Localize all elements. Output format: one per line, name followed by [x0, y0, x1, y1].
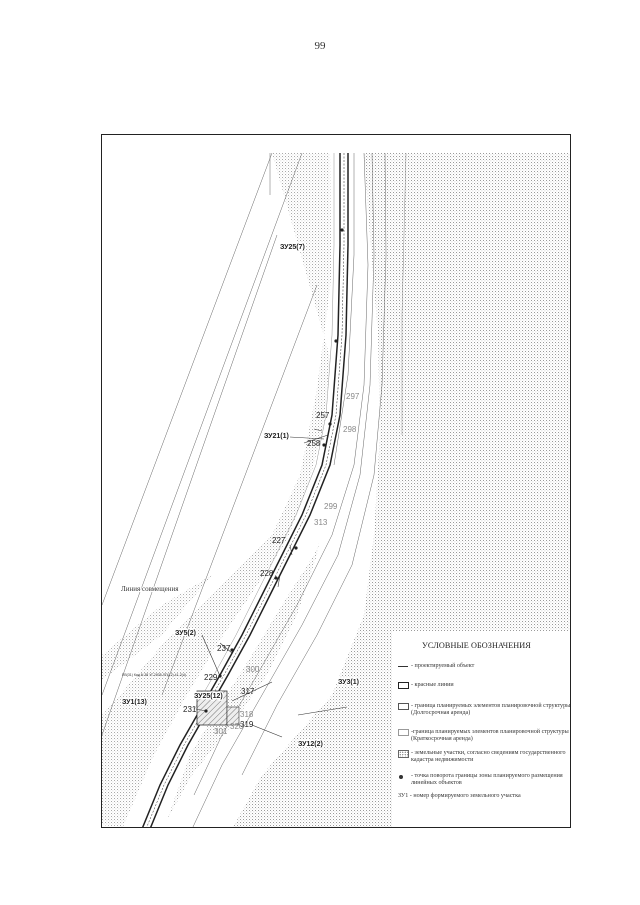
marker-313: 313	[314, 518, 328, 527]
scale-note: ЕВ(31) Кад.N 38 УГ.2935 ЛП(12) 41-2(4)	[122, 673, 186, 677]
marker-257: 257	[316, 411, 330, 420]
plot-label-zu3-1: ЗУ3(1)	[338, 679, 359, 686]
cadastre-parcel-icon	[398, 750, 409, 758]
marker-320: 320	[230, 722, 244, 731]
marker-231: 231	[183, 705, 197, 714]
plot-label-zu25-7: ЗУ25(7)	[280, 244, 305, 251]
plot-label-zu1-13: ЗУ1(13)	[122, 699, 147, 706]
marker-299: 299	[324, 502, 338, 511]
marker-318: 318	[240, 710, 254, 719]
marker-301: 301	[214, 727, 228, 736]
plot-label-zu25-12: ЗУ25(12)	[194, 693, 223, 700]
marker-228: 228	[260, 569, 274, 578]
combine-line-label: Линия совмещения	[121, 585, 179, 593]
page-number: 99	[314, 40, 326, 52]
marker-258: 258	[307, 439, 321, 448]
marker-319: 319	[240, 720, 254, 729]
red-line-icon	[398, 682, 409, 689]
plot-label-zu21-1: ЗУ21(1)	[264, 433, 289, 440]
marker-298: 298	[343, 425, 357, 434]
short-term-boundary-icon	[398, 729, 409, 736]
plot-label-zu5-2: ЗУ5(2)	[175, 630, 196, 637]
marker-300: 300	[246, 665, 260, 674]
long-term-boundary-icon	[398, 703, 409, 710]
marker-227: 227	[272, 536, 286, 545]
legend-title: УСЛОВНЫЕ ОБОЗНАЧЕНИЯ	[422, 641, 531, 650]
legend: УСЛОВНЫЕ ОБОЗНАЧЕНИЯ - проектируемый объект - красные линии - граница планируемых элементов планировочной структуры (Долгосрочная аренда) -граница планируемых элементов планировочной структуры (Краткосрочная аренда) - земельные участки, согласно сведениям государственного кадастра недвижимости - точка поворота границы зоны планируемого размещения линейных объектов ЗУ1 - номер формируемого земельного участка	[392, 631, 570, 827]
turn-point-icon	[399, 775, 403, 779]
map-frame	[101, 134, 571, 828]
plot-label-zu12-2: ЗУ12(2)	[298, 741, 323, 748]
projected-line-icon	[398, 666, 408, 667]
marker-297: 297	[346, 392, 360, 401]
marker-237: 237	[217, 644, 231, 653]
marker-229: 229	[204, 673, 218, 682]
marker-317: 317	[241, 687, 255, 696]
